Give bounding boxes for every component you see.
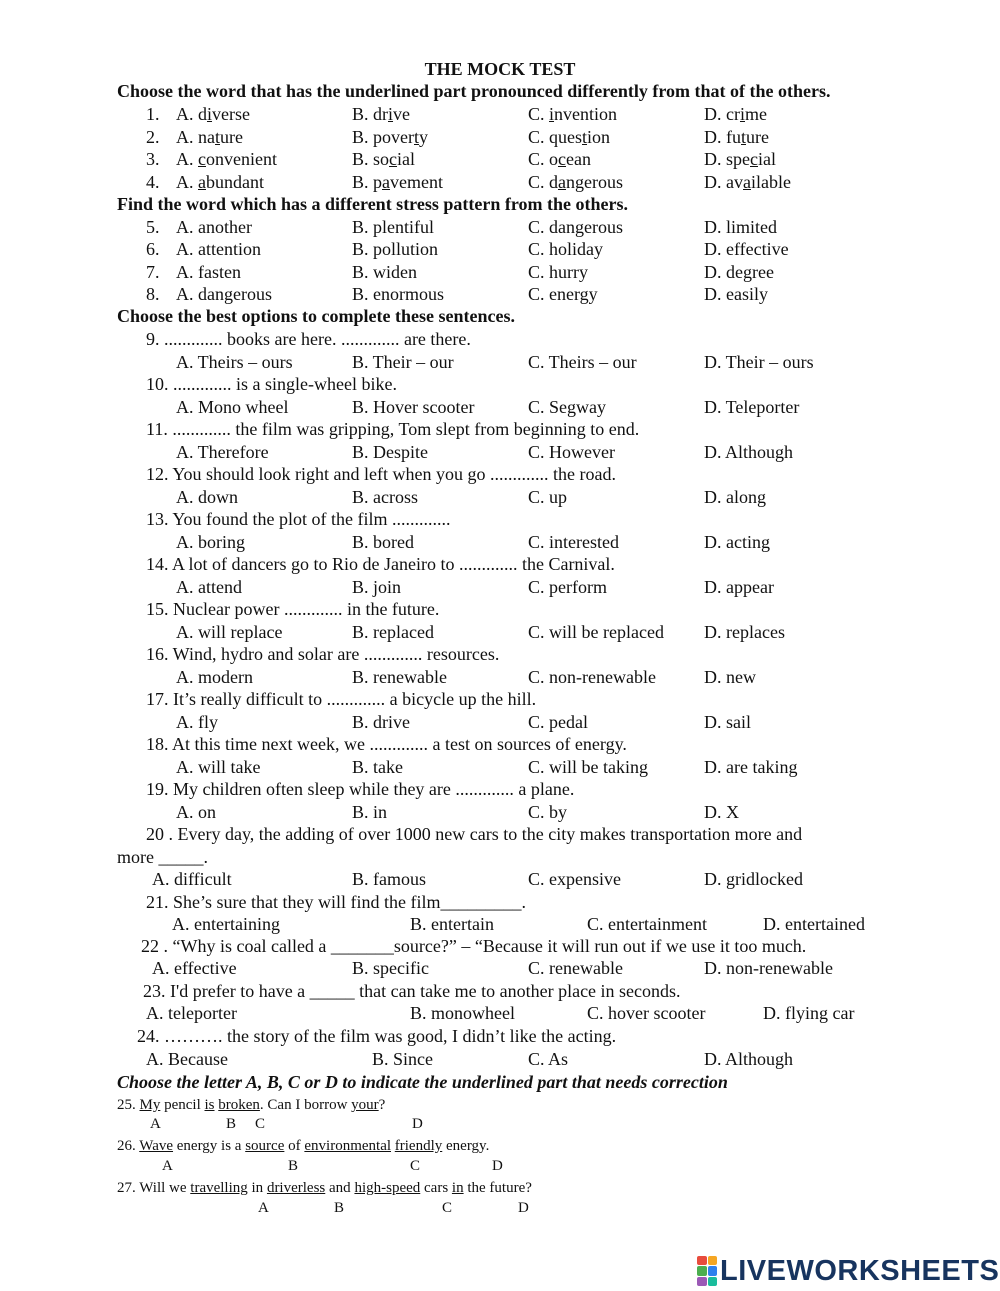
option-text: ial [758, 149, 776, 169]
question-22: 22 . “Why is coal called a _______source?” – “Because it will run out if we use it too much. [141, 936, 807, 956]
q26-letter-c: C [410, 1158, 421, 1174]
logo-tile [708, 1277, 718, 1286]
question-number: 8. [146, 284, 160, 304]
question-26 [117, 1137, 489, 1155]
q22-option-c: C. renewable [528, 958, 623, 978]
q26-part-d: friendly [394, 1138, 443, 1154]
q25-text: . Can I borrow [259, 1097, 352, 1113]
option-b: B. widen [352, 262, 417, 282]
option-text: C. o [528, 149, 559, 169]
q20-option-a: A. difficult [152, 869, 232, 889]
question-20-line-1: 20 . Every day, the adding of over 1000 new cars to the city makes transportation more and [146, 824, 803, 844]
option-a: A. Mono wheel [176, 397, 289, 417]
question-number: 3. [146, 149, 160, 169]
option-a: A. will take [176, 757, 261, 777]
option-b: B. join [352, 577, 402, 597]
option-c: C. interested [528, 532, 619, 552]
option-c: C. hurry [528, 262, 588, 282]
option-text: vement [390, 172, 443, 192]
q22-option-b: B. specific [352, 958, 429, 978]
option-text: ean [566, 149, 591, 169]
option-d: D. limited [704, 217, 777, 237]
underlined-part: a [198, 172, 206, 192]
question-23: 23. I'd prefer to have a _____ that can take me to another place in seconds. [143, 981, 681, 1001]
logo-text: LIVEWORKSHEETS [720, 1254, 1000, 1287]
q27-letter-c: C [442, 1200, 453, 1216]
option-d: D. easily [704, 284, 768, 304]
option-c: C. energy [528, 284, 598, 304]
question-27 [117, 1179, 532, 1197]
option-a: A. Therefore [176, 442, 269, 462]
option-text: C. d [528, 172, 559, 192]
option-c: C. Segway [528, 397, 606, 417]
option-text: nvention [554, 104, 618, 124]
q25-text: pencil [160, 1097, 205, 1113]
instruction-error-correction: Choose the letter A, B, C or D to indicate the underlined part that needs correction [117, 1072, 728, 1092]
underlined-part: i [207, 104, 213, 124]
question-stem: 16. Wind, hydro and solar are ............. resources. [146, 644, 500, 664]
option-b: B. in [352, 802, 388, 822]
option-d: D. sail [704, 712, 751, 732]
question-stem: 10. ............. is a single-wheel bike. [146, 374, 397, 394]
q26-part-b: source [245, 1138, 285, 1154]
question-number: 4. [146, 172, 160, 192]
option-text: A. d [176, 104, 207, 124]
option-text: ure [220, 127, 243, 147]
option-c: C. non-renewable [528, 667, 656, 687]
q20-option-b: B. famous [352, 869, 426, 889]
option-text: verse [212, 104, 250, 124]
option-b: B. across [352, 487, 418, 507]
option-text: onvenient [206, 149, 277, 169]
option-d: D. along [704, 487, 766, 507]
q26-letter-b: B [288, 1158, 299, 1174]
q21-option-d: D. entertained [763, 914, 865, 934]
q26-part-a: Wave [139, 1138, 174, 1154]
logo-tile [708, 1266, 718, 1275]
question-stem: 11. ............. the film was gripping, Tom slept from beginning to end. [146, 419, 640, 439]
option-a: A. boring [176, 532, 245, 552]
option-b: B. enormous [352, 284, 444, 304]
q27-letter-b: B [334, 1200, 345, 1216]
option-c: C. holiday [528, 239, 603, 259]
option-text: C. ques [528, 127, 582, 147]
question-stem: 18. At this time next week, we ............. a test on sources of energy. [146, 734, 627, 754]
option-c: C. perform [528, 577, 607, 597]
logo-tile [697, 1256, 707, 1265]
q27-part-d: in [451, 1180, 464, 1196]
q27-part-a: travelling [190, 1180, 248, 1196]
logo-tile [708, 1256, 718, 1265]
question-20-line-2: more _____. [117, 847, 208, 867]
underlined-part: c [750, 149, 758, 169]
q26-text: 26. [117, 1138, 140, 1154]
option-text: B. dr [352, 104, 388, 124]
logo-tile [697, 1277, 707, 1286]
q24-option-c: C. As [528, 1049, 569, 1069]
q22-option-d: D. non-renewable [704, 958, 833, 978]
option-text: B. p [352, 172, 383, 192]
underlined-part: t [582, 127, 588, 147]
option-text: D. cr [704, 104, 740, 124]
underlined-part: c [198, 149, 206, 169]
q21-option-c: C. entertainment [587, 914, 707, 934]
q25-part-a: My [139, 1097, 161, 1113]
question-stem: 12. You should look right and left when you go ............. the road. [146, 464, 616, 484]
q25-letter-b: B [226, 1116, 237, 1132]
option-c: C. will be taking [528, 757, 648, 777]
q25-part-b: is [204, 1097, 215, 1113]
q27-text: 27. Will we [117, 1180, 191, 1196]
q26-part-c: environmental [304, 1138, 392, 1154]
option-d: D. Their – ours [704, 352, 814, 372]
q27-text: cars [420, 1180, 452, 1196]
option-text: ure [746, 127, 769, 147]
q27-text: the future? [463, 1180, 532, 1196]
underlined-part: i [739, 104, 745, 124]
option-b [352, 103, 410, 125]
option-c: C. However [528, 442, 615, 462]
instruction-pronunciation: Choose the word that has the underlined part pronounced differently from that of the others. [117, 81, 831, 101]
q27-part-b: driverless [266, 1180, 326, 1196]
option-b: B. pollution [352, 239, 439, 259]
option-c [528, 126, 610, 148]
q24-option-d: D. Although [704, 1049, 794, 1069]
option-d [704, 171, 791, 193]
option-text: me [745, 104, 767, 124]
option-b: B. bored [352, 532, 414, 552]
option-c: C. pedal [528, 712, 588, 732]
option-b [352, 148, 415, 170]
option-text: D. spe [704, 149, 750, 169]
option-c: C. up [528, 487, 568, 507]
underlined-part: c [558, 149, 567, 169]
option-d: D. Teleporter [704, 397, 800, 417]
liveworksheets-logo [697, 1253, 999, 1289]
option-text: ial [397, 149, 416, 169]
question-stem: 17. It’s really difficult to ............. a bicycle up the hill. [146, 689, 537, 709]
option-b [352, 126, 428, 148]
q21-option-b: B. entertain [410, 914, 494, 934]
option-text: ilable [751, 172, 791, 192]
q25-letter-c: C [255, 1116, 266, 1132]
q26-letter-a: A [162, 1158, 173, 1174]
option-text: C. [528, 104, 550, 124]
option-a [176, 148, 277, 170]
underlined-part: t [741, 127, 747, 147]
question-stem: 13. You found the plot of the film ............. [146, 509, 451, 529]
option-b: B. plentiful [352, 217, 434, 237]
question-number: 6. [146, 239, 160, 259]
option-text: y [419, 127, 429, 147]
option-a: A. on [176, 802, 216, 822]
underlined-part: t [414, 127, 420, 147]
question-24: 24. ………. the story of the film was good, I didn’t like the acting. [137, 1026, 617, 1046]
logo-tile [697, 1266, 707, 1275]
q25-text: 25. [117, 1097, 140, 1113]
option-text: A. [176, 149, 198, 169]
option-b: B. drive [352, 712, 410, 732]
option-b: B. Despite [352, 442, 428, 462]
underlined-part: a [558, 172, 567, 192]
option-a: A. dangerous [176, 284, 272, 304]
option-b: B. replaced [352, 622, 434, 642]
option-text: D. av [704, 172, 743, 192]
option-d: D. are taking [704, 757, 798, 777]
option-text: ve [393, 104, 411, 124]
q23-option-c: C. hover scooter [587, 1003, 706, 1023]
option-c [528, 103, 617, 125]
q26-text: energy is a [173, 1138, 246, 1154]
q22-option-a: A. effective [152, 958, 237, 978]
question-number: 5. [146, 217, 160, 237]
q27-text: in [247, 1180, 267, 1196]
option-d: D. Although [704, 442, 794, 462]
q24-option-a: A. Because [146, 1049, 228, 1069]
page-title: THE MOCK TEST [424, 59, 576, 79]
option-b [352, 171, 443, 193]
question-25 [117, 1096, 385, 1114]
option-b: B. Hover scooter [352, 397, 475, 417]
q23-option-d: D. flying car [763, 1003, 855, 1023]
underlined-part: a [743, 172, 751, 192]
q21-option-a: A. entertaining [172, 914, 280, 934]
option-text: A. [176, 172, 198, 192]
option-a [176, 171, 264, 193]
option-d: D. X [704, 802, 739, 822]
underlined-part: a [382, 172, 391, 192]
q27-part-c: high-speed [354, 1180, 421, 1196]
option-text: ngerous [566, 172, 624, 192]
option-a: A. modern [176, 667, 253, 687]
option-a [176, 126, 243, 148]
q20-option-c: C. expensive [528, 869, 621, 889]
q23-option-a: A. teleporter [146, 1003, 237, 1023]
underlined-part: t [215, 127, 221, 147]
option-d: D. replaces [704, 622, 785, 642]
q25-part-d: your [351, 1097, 379, 1113]
option-a: A. will replace [176, 622, 283, 642]
q23-option-b: B. monowheel [410, 1003, 515, 1023]
option-a: A. attention [176, 239, 261, 259]
option-text: ion [587, 127, 611, 147]
q27-letter-d: D [518, 1200, 529, 1216]
option-d: D. effective [704, 239, 789, 259]
option-text: D. fu [704, 127, 741, 147]
q26-text: of [284, 1138, 305, 1154]
option-d: D. degree [704, 262, 774, 282]
q26-text: energy. [442, 1138, 490, 1154]
question-stem: 14. A lot of dancers go to Rio de Janeiro to ............. the Carnival. [146, 554, 615, 574]
question-stem: 19. My children often sleep while they are ............. a plane. [146, 779, 575, 799]
q27-text: and [325, 1180, 355, 1196]
option-c: C. dangerous [528, 217, 623, 237]
option-c: C. Theirs – our [528, 352, 637, 372]
option-text: B. so [352, 149, 390, 169]
option-d [704, 148, 776, 170]
option-c [528, 148, 591, 170]
logo-mark-icon [697, 1256, 717, 1286]
q25-letter-d: D [412, 1116, 423, 1132]
underlined-part: i [388, 104, 394, 124]
option-d: D. acting [704, 532, 770, 552]
q24-option-b: B. Since [372, 1049, 433, 1069]
option-a [176, 103, 250, 125]
underlined-part: c [389, 149, 398, 169]
option-c: C. by [528, 802, 568, 822]
option-d [704, 103, 767, 125]
q25-text: ? [378, 1097, 386, 1113]
option-d [704, 126, 769, 148]
option-a: A. attend [176, 577, 242, 597]
q25-letter-a: A [150, 1116, 161, 1132]
option-text: bundant [206, 172, 264, 192]
option-d: D. appear [704, 577, 774, 597]
option-a: A. Theirs – ours [176, 352, 293, 372]
question-21: 21. She’s sure that they will find the film_________. [146, 892, 526, 912]
option-d: D. new [704, 667, 756, 687]
option-c: C. will be replaced [528, 622, 664, 642]
option-b: B. renewable [352, 667, 447, 687]
q20-option-d: D. gridlocked [704, 869, 803, 889]
q26-letter-d: D [492, 1158, 503, 1174]
question-number: 1. [146, 104, 160, 124]
option-b: B. Their – our [352, 352, 454, 372]
underlined-part: i [549, 104, 555, 124]
option-a: A. fasten [176, 262, 241, 282]
option-a: A. fly [176, 712, 218, 732]
q27-letter-a: A [258, 1200, 269, 1216]
question-stem: 15. Nuclear power ............. in the future. [146, 599, 440, 619]
question-number: 7. [146, 262, 160, 282]
option-c [528, 171, 623, 193]
option-b: B. take [352, 757, 403, 777]
instruction-best-options: Choose the best options to complete these sentences. [117, 306, 515, 326]
question-stem: 9. ............. books are here. ............. are there. [146, 329, 471, 349]
option-a: A. down [176, 487, 238, 507]
option-text: A. na [176, 127, 215, 147]
option-text: B. pover [352, 127, 414, 147]
question-number: 2. [146, 127, 160, 147]
instruction-stress: Find the word which has a different stress pattern from the others. [117, 194, 628, 214]
q25-part-c: broken [218, 1097, 260, 1113]
option-a: A. another [176, 217, 252, 237]
